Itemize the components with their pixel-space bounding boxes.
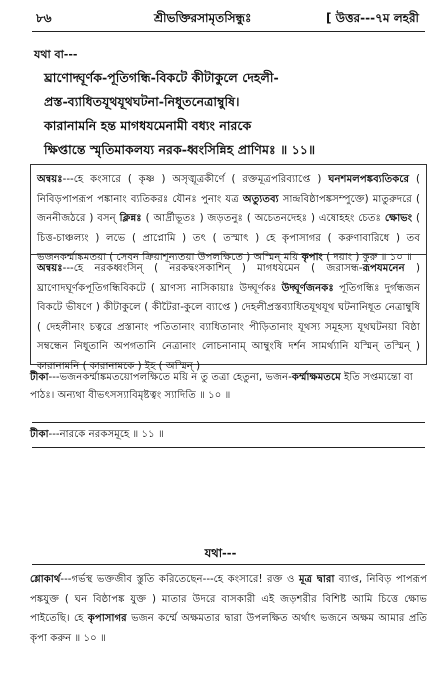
verse-line: কারানামনি হন্ত মাগধযমেনামী বধ্যং নারকে [44,118,252,133]
running-title: শ্রীভক্তিরসামৃতসিন্ধুঃ [154,11,252,25]
page-number: ৮৬ [36,11,52,25]
chapter-tag: [ উত্তর---৭ম লহরী [325,11,419,25]
yatha-label: যথা--- [204,546,237,560]
section-rule [32,564,425,565]
tika-10: টীকা---ভজনকর্ম্মাঙ্কমতয়োপলক্ষিতে ময়ি ন তু তত্রা হেতুনা, ভজন-কর্ম্মাক্ষমতমে ইতি সপ্তম্যন্তো বা পাঠঃ। অন্যথা বীভৎসস্যাবিমৃষ্টত্বং স্যাদিতি ॥ ১০ ॥ [30,372,413,401]
shlokartha-label: শ্লোকার্থ [30,574,61,585]
verse-line: ক্ষিপ্তান্তে স্মৃতিমাকলয্য নরক-ধ্বংসিন্নিহ প্রাণিমঃ ॥ ১১॥ [44,142,316,157]
sanskrit-verse [44,66,421,162]
anvaya-label: অন্বয়ঃ [37,263,63,274]
anvaya-box-10 [30,164,427,263]
anvaya-11: অন্বয়ঃ---হে নরকধ্বংসিন্ ( নরকদ্বংসকাশিন্ ) মাগধযমেন ( জরাসন্ধ-রূপযমনেন ) ঘ্রাণোদঘূর্ণকপূতিগন্ধিবিকটে ( ঘ্রাণস্য নাসিকায়াঃ উদ্ঘূর্ণকঃ উদ্ঘূর্ণজনকঃ পূতিগন্ধিঃ দুর্গন্ধজন বিকটে ভীষণে ) কীটাকুলে ( কীটৈরা-কুলে ব্যাপ্তে ) দেহলীপ্রস্তব্যাধিতযূথযূথ ঘটনানিধূত নেত্রাম্বুষি ( দেহলীনাং চত্বরে প্রস্তানাং পতিতানাং ব্যাধিতানাং পীড়িতানাং যূথস্য সমূহস্য যূথঘটনয়া বিষ্ঠা সম্বন্ধেন নিধূ্তানি অপগতানি নেত্রানাং লোচনানাম্ আম্বুংষি দর্শন সামর্থ্যানি যস্মিন্ তস্মিন্ ) কারানামনি ( কারানামকে ) ইহ ( অস্মিন্ ) [37,263,420,372]
verse-intro: যথা বা--- [34,48,78,61]
tika-rule [32,422,425,423]
tika-rule [32,447,425,448]
verse-line: ঘ্রাণোদ্ঘূর্ণক-পূতিগন্ধি-বিকটে কীটাকুলে দেহলী- [44,70,279,85]
tika-label: টীকা [30,372,49,383]
header-rule [32,31,425,32]
page-header [36,10,419,28]
anvaya-box-11 [30,254,427,372]
verse-line: প্রস্ত-ব্যাধিতযূথযূথঘটনা-নিধূ্তনেত্রাম্বুষি। [44,94,240,109]
anvaya-10: অন্বয়ঃ---হে কংসারে ( কৃষ্ণ ) অসৃঙ্মূত্রকীর্ণে ( রক্তমূত্রপরিব্যাপ্তে ) ঘনশমলপঙ্কব্যতিকরে ( নিবিড়পাপরূপ পঙ্কানাং ব্যতিকরঃ যৌনঃ পুনাং যত্র অত্যুতব্য সান্দ্রবিষ্ঠাপঙ্কসম্পুক্তে) মাতুরুদরে ( জননীজঠরে ) বসন্ ক্লিন্নঃ ( আর্দ্রীভূতঃ ) জড়তনুঃ ( অচেতনদেহঃ ) এষোহহং চেতঃ ক্ষোভং ( চিত্ত-চাঞ্চল্যং ) লভে ( প্রাপ্নোমি ) তৎ ( তস্মাৎ ) হে কৃপাসাগর ( করুণাবারিধে ) তব ভজনকর্ম্মাঙ্কমতয়া ( সেবন ক্রিয়াশূন্যতয়া উপলক্ষিতে ) অস্মিন্ ময়ি কৃপাং ( দয়াং ) কুরু ॥ ১০ ॥ [37,174,420,263]
shlokartha-10: শ্লোকার্থ---গর্ভস্থ ভক্তজীব স্তুতি করিতেছেন---হে কংসারে! রক্ত ও মূত্র দ্বারা ব্যাপ্ত, নিবিড় পাপরূপ পঙ্কযুক্ত ( ঘন বিষ্ঠাপঙ্ক যুক্ত ) মাতার উদরে বাসকারী এই জড়শরীর বিশিষ্ট আমি চিত্তে ক্ষোভ পাইতেছি। হে কৃপাসাগর ভজন কর্ম্মে অক্ষমতার দ্বারা উপলক্ষিত অর্থাৎ ভজনে অক্ষম আমার প্রতি কৃপা করুন ॥ ১০ ॥ [30,574,427,644]
tika-11: টীকা---নারকে নরকসমূহে ॥ ১১ ॥ [30,429,164,440]
tika-label: টীকা [30,429,49,440]
anvaya-label: অন্বয়ঃ [37,174,63,185]
